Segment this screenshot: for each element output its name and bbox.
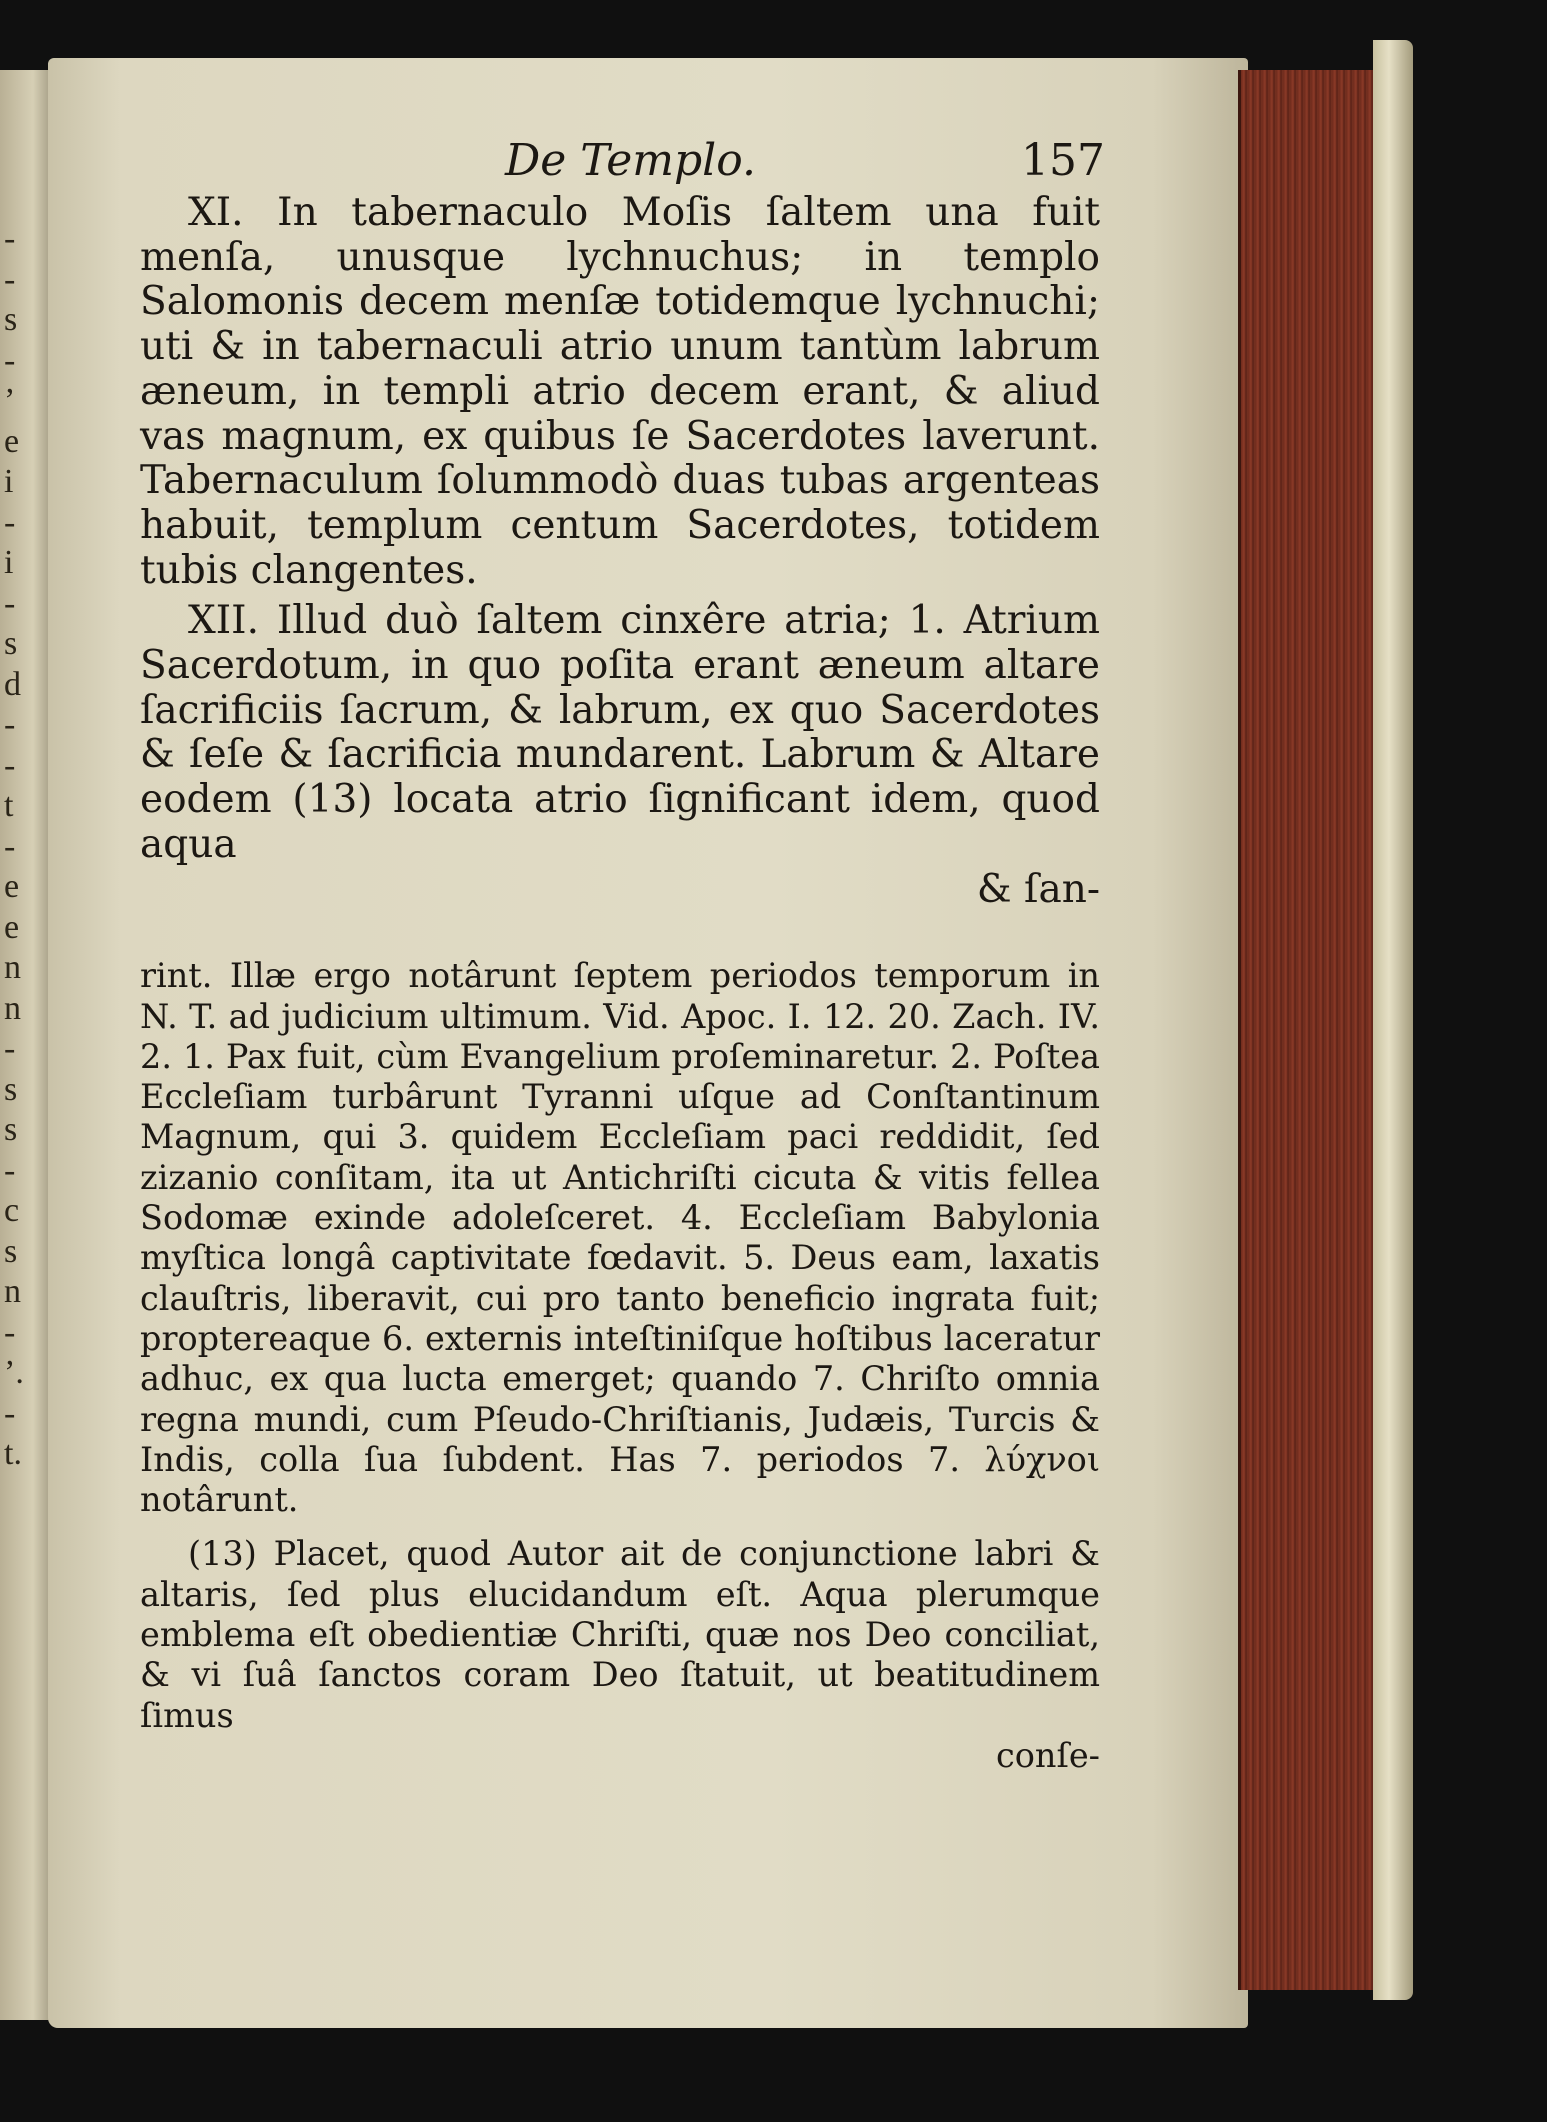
margin-fragment: - [4,260,16,298]
catchword-notes: conſe- [995,1735,1100,1775]
margin-fragment: s [4,1232,18,1270]
margin-fragment: e [4,868,20,905]
margin-fragment: - [4,1394,16,1432]
margin-fragment: - [4,503,16,541]
margin-fragment: s [4,1111,18,1148]
margin-fragment: ’. [4,1354,24,1391]
margin-fragment: s [4,301,18,338]
page-fore-edge [1238,70,1376,1990]
footnote-13: (13) Placet, quod Autor ait de conjunctione labri & altaris, ſed plus elucidandum eſt. Aqua plerumque emblema eſt obedientiæ Chriſti, quæ nos Deo conciliat, & vi ſuâ ſanctos coram Deo ſtatuit, ut beatitudinem ſimus [140,1534,1100,1735]
margin-fragment: - [4,746,16,784]
margin-fragment: s [4,1070,18,1108]
margin-fragment: s [4,625,18,662]
margin-fragment: n [4,1273,21,1310]
margin-fragment: e [4,908,20,946]
binding-board-edge [1373,40,1413,2000]
margin-fragment: - [4,706,16,743]
margin-fragment: n [4,949,21,986]
margin-fragment: - [4,341,16,379]
margin-fragment: n [4,989,21,1027]
paragraph-xii: XII. Illud duò ſaltem cinxêre atria; 1. Atrium Sacerdotum, in quo poſita erant æneum altare ſacrificiis ſacrum, & labrum, ex quo Sacerdotes & ſeſe & ſacrificia mundarent. Labrum & Altare eodem (13) locata atrio ſignificant idem, quod aqua [140,598,1100,867]
running-head: De Templo. [505,135,756,186]
margin-fragment: - [4,827,16,865]
running-header [140,135,1105,191]
margin-fragment: t [4,787,14,824]
text-block [140,135,1105,1776]
catchword-main: & ſan- [976,866,1100,912]
margin-fragment: e [4,422,20,460]
margin-fragment: d [4,665,21,703]
margin-fragment: i [4,463,14,500]
margin-fragment: i [4,544,14,581]
footnote-continued: rint. Illæ ergo notârunt ſeptem periodos temporum in N. T. ad judicium ultimum. Vid. Apoc. I. 12. 20. Zach. IV. 2. 1. Pax fuit, cùm Evangelium proſeminaretur. 2. Poſtea Eccleſiam turbârunt Tyranni uſque ad Conſtantinum Magnum, qui 3. quidem Eccleſiam paci reddidit, ſed zizanio conſitam, ita ut Antichriſti cicuta & vitis fellea Sodomæ exinde adoleſceret. 4. Eccleſiam Babylonia myſtica longâ captivitate fœdavit. 5. Deus eam, laxatis clauſtris, liberavit, cui pro tanto beneficio ingrata fuit; proptereaque 6. externis inteſtiniſque hoſtibus laceratur adhuc, ex qua lucta emerget; quando 7. Chriſto omnia regna mundi, cum Pſeudo-Chriſtianis, Judæis, Turcis & Indis, colla ſua ſubdent. Has 7. periodos 7. λύχνοι notârunt. [140,956,1100,1520]
margin-fragment: - [4,1313,16,1351]
page-number: 157 [1021,135,1105,186]
paragraph-xi: XI. In tabernaculo Moſis ſaltem una fuit menſa, unusque lychnuchus; in templo Salomonis decem menſæ totidemque lychnuchi; uti & in tabernaculi atrio unum tantùm labrum æneum, in templi atrio decem erant, & aliud vas magnum, ex quibus ſe Sacerdotes laverunt. Tabernaculum ſolummodò duas tubas argenteas habuit, templum centum Sacerdotes, totidem tubis clangentes. [140,190,1100,593]
margin-fragment: - [4,584,16,622]
margin-fragment: - [4,1151,16,1189]
margin-fragment: t. [4,1435,22,1472]
margin-fragment: - [4,220,16,257]
margin-fragment: - [4,1030,16,1067]
margin-fragment: c [4,1192,20,1229]
margin-fragment: ’ [4,382,16,419]
